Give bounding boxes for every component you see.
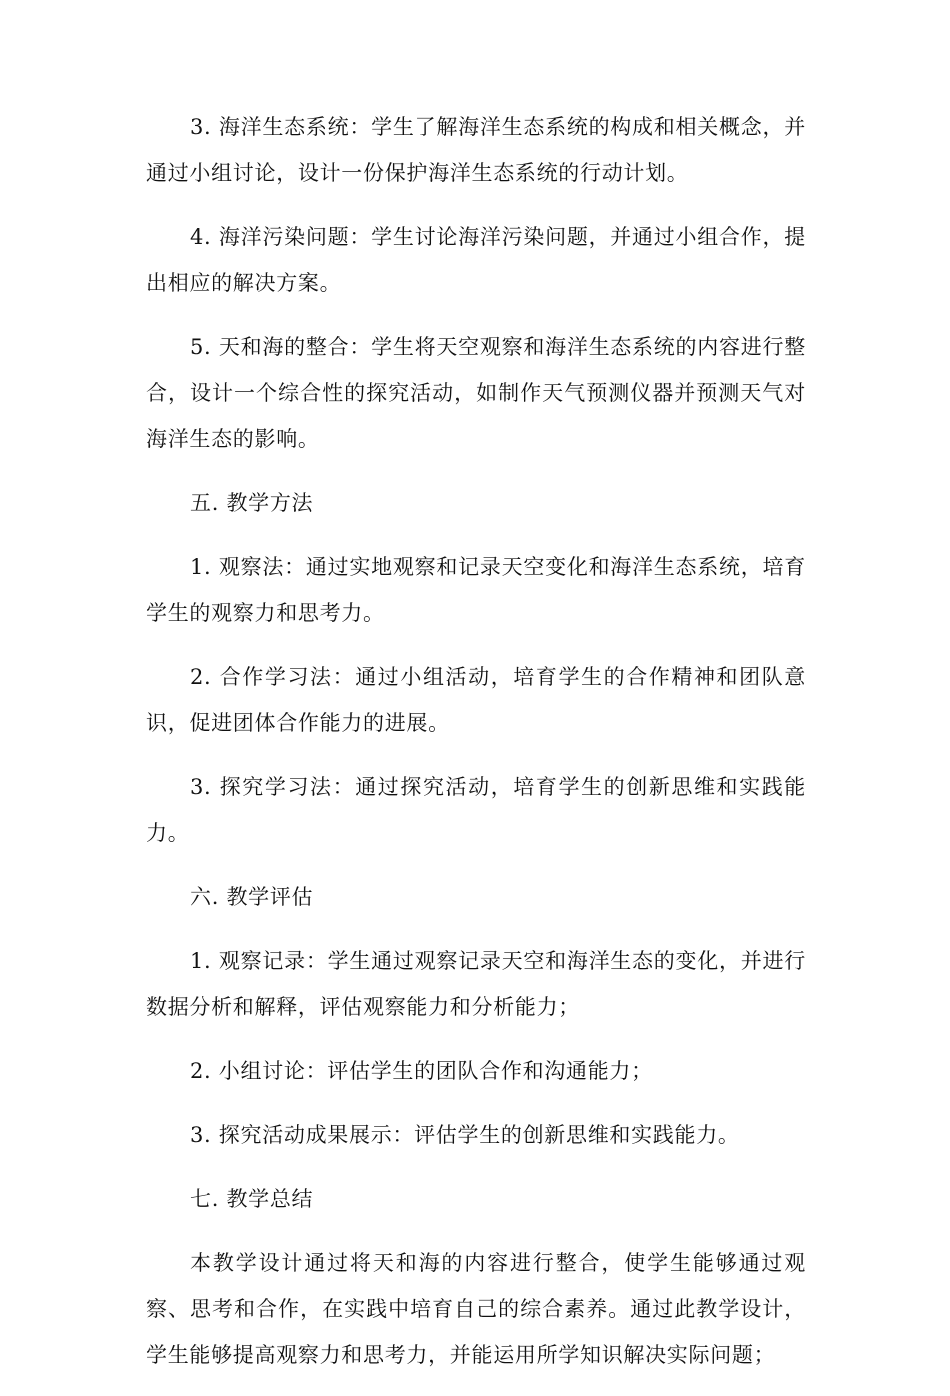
section-heading-teaching-methods: 五. 教学方法 xyxy=(190,491,314,515)
section-heading-teaching-evaluation: 六. 教学评估 xyxy=(190,885,314,909)
item-sky-sea-integration: 5. 天和海的整合：学生将天空观察和海洋生态系统的内容进行整合，设计一个综合性的探究活动，如制作天气预测仪器并预测天气对海洋生态的影响。 xyxy=(146,335,806,451)
item-cooperative-learning: 2. 合作学习法：通过小组活动，培育学生的合作精神和团队意识，促进团体合作能力的进展。 xyxy=(146,665,806,735)
section-heading-teaching-summary: 七. 教学总结 xyxy=(190,1187,314,1211)
summary-paragraph: 本教学设计通过将天和海的内容进行整合，使学生能够通过观察、思考和合作，在实践中培育自己的综合素养。通过此教学设计，学生能够提高观察力和思考力，并能运用所学知识解决实际问题； xyxy=(146,1251,806,1367)
document-page xyxy=(146,104,806,1396)
item-observation-method: 1. 观察法：通过实地观察和记录天空变化和海洋生态系统，培育学生的观察力和思考力。 xyxy=(146,555,806,625)
item-inquiry-showcase: 3. 探究活动成果展示：评估学生的创新思维和实践能力。 xyxy=(190,1123,740,1147)
item-ocean-ecosystem: 3. 海洋生态系统：学生了解海洋生态系统的构成和相关概念，并通过小组讨论，设计一份保护海洋生态系统的行动计划。 xyxy=(146,115,806,185)
item-ocean-pollution: 4. 海洋污染问题：学生讨论海洋污染问题，并通过小组合作，提出相应的解决方案。 xyxy=(146,225,806,295)
item-observation-record: 1. 观察记录：学生通过观察记录天空和海洋生态的变化，并进行数据分析和解释，评估观察能力和分析能力； xyxy=(146,949,806,1019)
item-group-discussion: 2. 小组讨论：评估学生的团队合作和沟通能力； xyxy=(190,1059,653,1083)
item-inquiry-learning: 3. 探究学习法：通过探究活动，培育学生的创新思维和实践能力。 xyxy=(146,775,806,845)
